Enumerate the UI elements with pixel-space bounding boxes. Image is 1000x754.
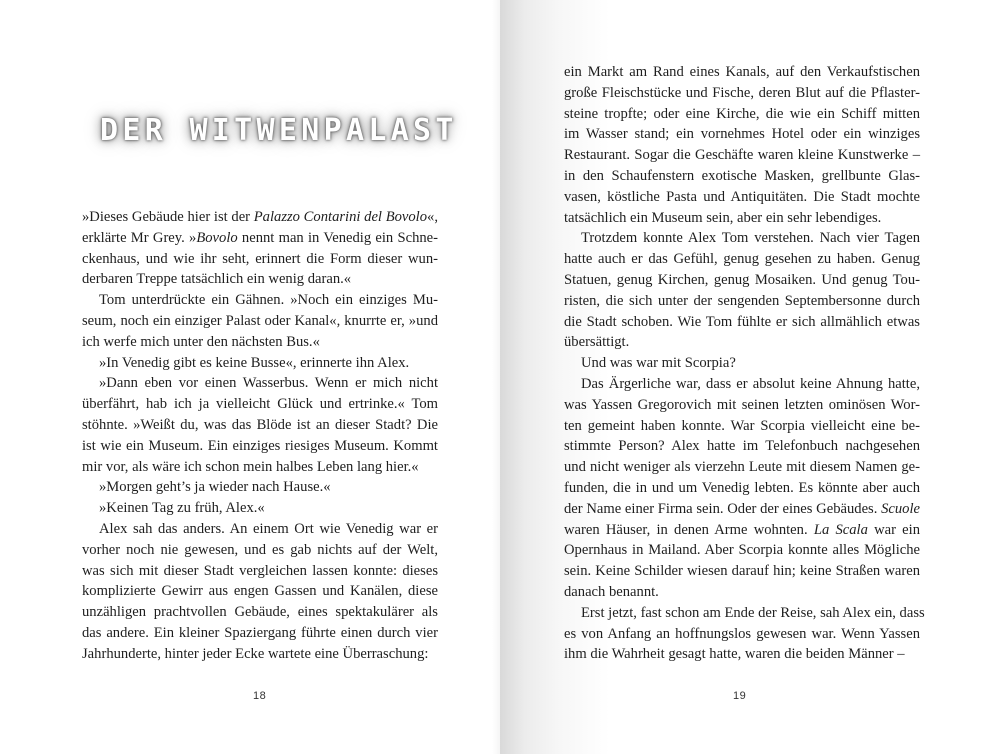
text-line: Statuen, genug Kirchen, genug Mosaiken. Und genug Tou- <box>564 271 920 288</box>
paragraph <box>564 374 920 603</box>
paragraph <box>82 353 438 374</box>
text-line: Jahrhunderte, hinter jeder Ecke wartete eine Überraschung: <box>82 645 429 662</box>
paragraph <box>564 228 920 353</box>
text-line: danach benannt. <box>564 583 659 600</box>
page-number: 18 <box>253 690 267 702</box>
text-line: ich werfe mich unter den nächsten Bus.« <box>82 333 320 350</box>
book-gutter <box>492 0 500 754</box>
text-line: »Dann eben vor einen Wasserbus. Wenn er mich nicht <box>99 375 438 392</box>
text-line: was sich mit dieser Stadt vergleichen lassen konnte: dieses <box>82 562 438 579</box>
chapter-title: DER WITWENPALAST <box>100 113 458 148</box>
paragraph <box>564 353 920 374</box>
text-line: Erst jetzt, fast schon am Ende der Reise, sah Alex ein, dass <box>581 604 925 621</box>
text-line: ckenhaus, und wie ihr seht, erinnert die Form dieser wun- <box>82 250 438 267</box>
text-line: ist wie ein Museum. Ein einziges riesiges Museum. Kommt <box>82 437 438 454</box>
text-line: »Keinen Tag zu früh, Alex.« <box>99 500 265 517</box>
text-line: erklärte Mr Grey. »Bovolo nennt man in Venedig ein Schne- <box>82 229 438 246</box>
text-line: Und was war mit Scorpia? <box>581 355 736 372</box>
paragraph <box>564 603 925 665</box>
text-line: ein Markt am Rand eines Kanals, auf den Verkaufstischen <box>564 64 920 80</box>
text-line: stöhnte. »Weißt du, was das Blöde ist an dieser Stadt? Die <box>82 416 438 433</box>
text-line: hatte auch er das Gefühl, genug gesehen zu haben. Genug <box>564 251 920 268</box>
text-line: und nicht weniger als vierzehn Leute mit diesem Namen ge- <box>564 459 920 476</box>
text-line: steine tropfte; oder eine Kirche, die wie ein Schiff mitten <box>564 105 920 122</box>
text-line: Alex sah das anders. An einem Ort wie Venedig war er <box>99 520 438 537</box>
text-line: in den Schaufenstern exotische Masken, grellbunte Glas- <box>564 167 920 184</box>
text-line: Opernhaus in Mailand. Aber Scorpia konnte alles Mögliche <box>564 542 920 559</box>
text-line: mir vor, als wäre ich schon mein halbes Leben lang hier.« <box>82 458 419 475</box>
text-line: es von Anfang an hoffnungslos gewesen war. Wenn Yassen <box>564 625 920 642</box>
text-line: stimmte Person? Alex hatte im Telefonbuch nachgesehen <box>564 438 920 455</box>
page-number: 19 <box>733 690 747 702</box>
text-line: »Morgen geht’s ja wieder nach Hause.« <box>99 479 331 496</box>
right-page-body <box>564 62 925 665</box>
text-line: Restaurant. Sogar die Geschäfte waren kleine Kunstwerke – <box>564 147 920 164</box>
text-line: was Yassen Gregorovich mit seinen letzten ominösen Wor- <box>564 396 920 413</box>
text-line: Trotzdem konnte Alex Tom verstehen. Nach vier Tagen <box>581 230 920 247</box>
text-line: große Fleischstücke und Fische, deren Blut auf die Pflaster- <box>564 84 920 101</box>
text-line: derbaren Treppe tatsächlich ein wenig daran.« <box>82 271 352 288</box>
text-line: überfährt, hab ich ja vielleicht Glück und ertrinke.« Tom <box>82 396 438 413</box>
text-line: »In Venedig gibt es keine Busse«, erinnerte ihn Alex. <box>99 354 410 371</box>
text-line: unzähligen prachtvollen Gebäude, eines spektakulärer als <box>82 604 438 621</box>
text-line: risten, die sich unter der sengenden Septembersonne durch <box>564 292 920 309</box>
text-line: sein. Keine Schilder wiesen darauf hin; keine Straßen waren <box>564 563 920 580</box>
text-line: »Dieses Gebäude hier ist der Palazzo Contarini del Bovolo«, <box>82 209 438 225</box>
paragraph <box>82 519 438 665</box>
text-line: tatsächlich ein Museum sein, aber ein sehr lebendiges. <box>564 209 882 226</box>
text-line: im Wasser stand; ein vornehmes Hotel oder ein winziges <box>564 126 920 143</box>
text-line: Das Ärgerliche war, dass er absolut keine Ahnung hatte, <box>581 375 920 392</box>
text-line: übersättigt. <box>564 334 630 351</box>
text-line: ihm die Wahrheit gesagt hatte, waren die beiden Männer – <box>564 646 905 663</box>
paragraph <box>564 62 920 228</box>
text-line: komplizierte Gewirr aus engen Gassen und Kanälen, diese <box>82 583 438 600</box>
text-line: das andere. Ein kleiner Spaziergang führte einen durch vier <box>82 624 438 641</box>
paragraph <box>82 373 438 477</box>
paragraph <box>82 207 438 290</box>
text-line: funden, die in und um Venedig lebten. Es könnte aber auch <box>564 479 920 496</box>
text-line: waren Häuser, in denen Arme wohnten. La Scala war ein <box>564 521 920 538</box>
text-line: vasen, köstliche Pasta und Antiquitäten. Die Stadt mochte <box>564 188 920 205</box>
left-page-body <box>82 207 438 665</box>
paragraph <box>82 290 438 352</box>
text-line: seum, noch ein einziger Palast oder Kanal«, knurrte er, »und <box>82 312 438 329</box>
text-line: die Stadt schoben. Wie Tom fühlte er sich allmählich etwas <box>564 313 920 330</box>
right-page <box>500 0 1000 754</box>
paragraph <box>82 498 438 519</box>
paragraph <box>82 477 438 498</box>
text-line: Tom unterdrückte ein Gähnen. »Noch ein einziges Mu- <box>99 292 438 309</box>
text-line: ten gemeint haben konnte. War Scorpia vielleicht eine be- <box>564 417 920 434</box>
text-line: vorher noch nie gewesen, und es gab nichts auf der Welt, <box>82 541 438 558</box>
text-line: der Name einer Firma sein. Oder der eines Gebäudes. Scuole <box>564 500 920 517</box>
